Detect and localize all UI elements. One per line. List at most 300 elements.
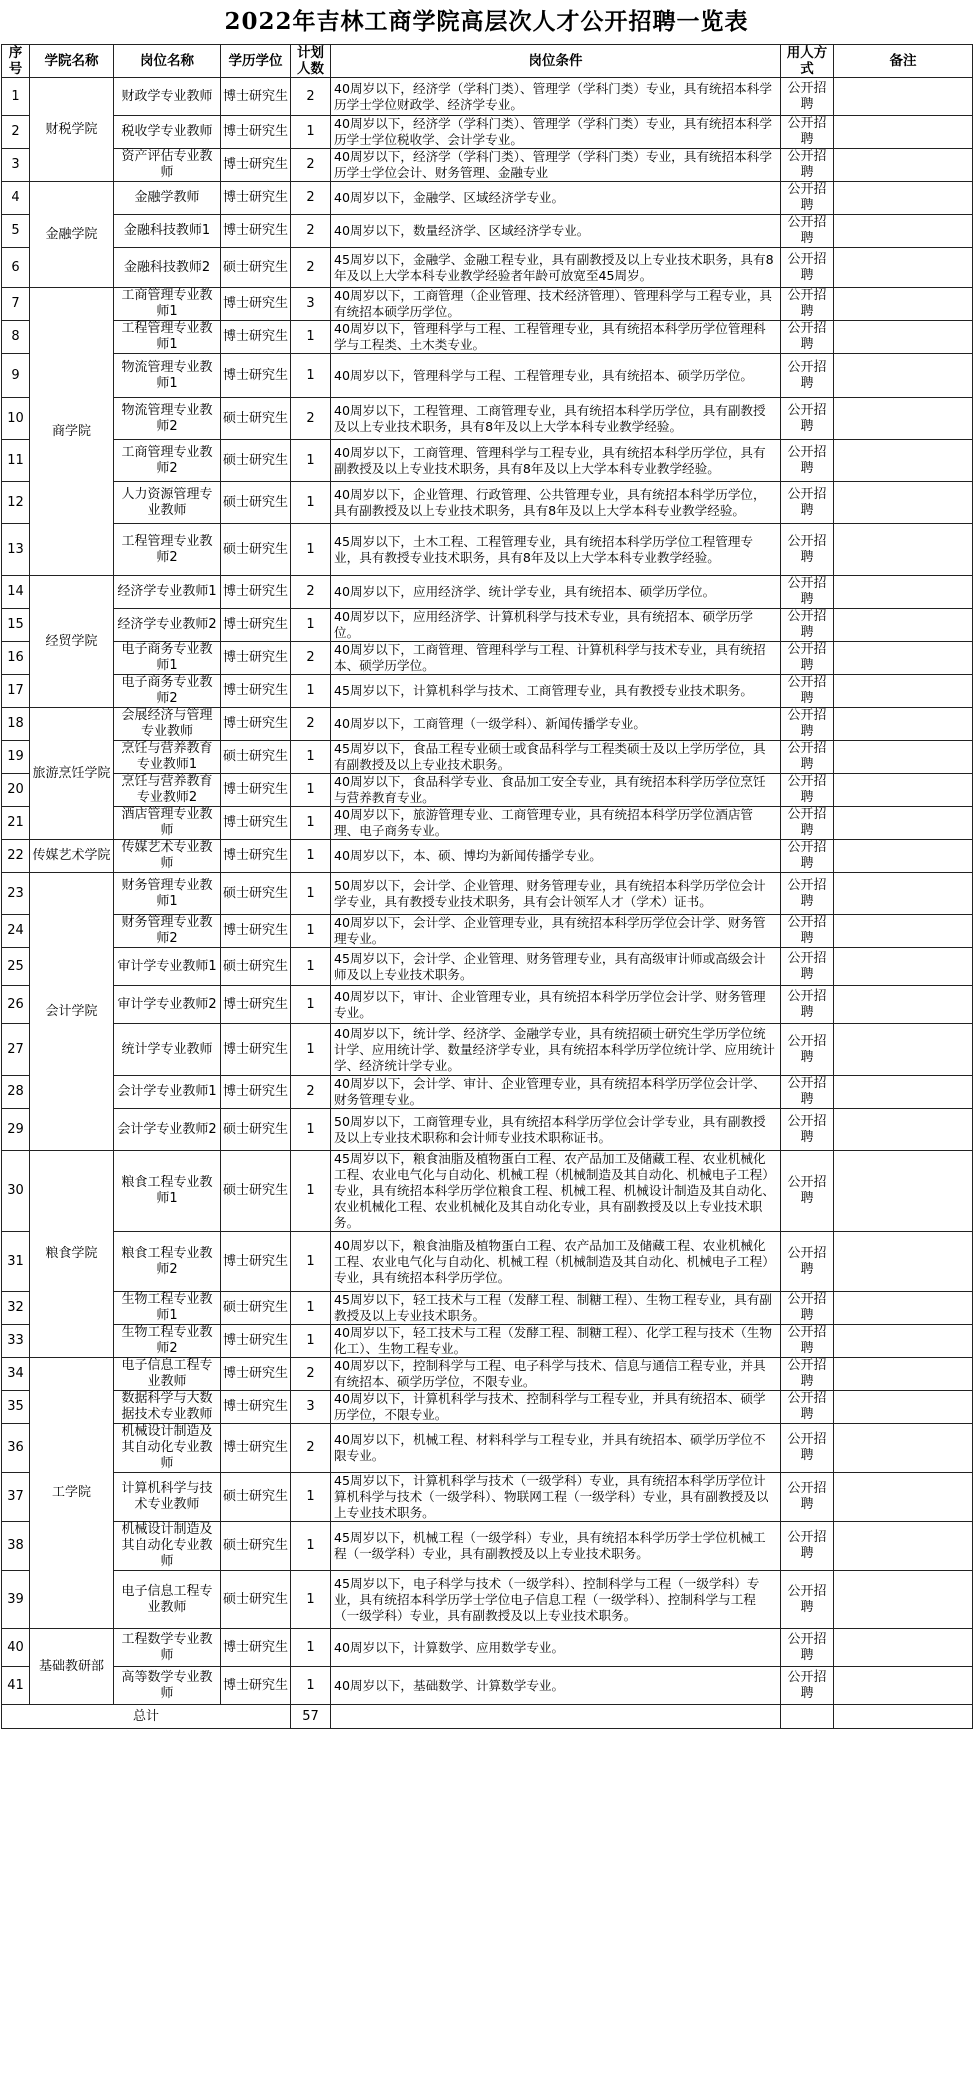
cell-method: 公开招聘	[781, 675, 834, 708]
cell-degree: 博士研究生	[221, 1232, 291, 1292]
cell-method: 公开招聘	[781, 840, 834, 873]
cell-remark	[834, 840, 973, 873]
cell-no: 30	[2, 1151, 30, 1232]
cell-conditions: 40周岁以下，基础数学、计算数学专业。	[331, 1667, 781, 1705]
table-row	[2, 1424, 973, 1473]
table-row	[2, 807, 973, 840]
cell-position: 生物工程专业教师2	[114, 1325, 221, 1358]
cell-method: 公开招聘	[781, 1076, 834, 1109]
cell-no: 21	[2, 807, 30, 840]
cell-conditions: 45周岁以下，食品工程专业硕士或食品科学与工程类硕士及以上学历学位，具有副教授及以上专业技术职务。	[331, 741, 781, 774]
cell-no: 3	[2, 149, 30, 182]
table-row	[2, 321, 973, 354]
table-row	[2, 1473, 973, 1522]
cell-count: 2	[291, 1424, 331, 1473]
cell-position: 资产评估专业教师	[114, 149, 221, 182]
cell-remark	[834, 1292, 973, 1325]
cell-degree: 硕士研究生	[221, 1473, 291, 1522]
cell-position: 金融科技教师2	[114, 248, 221, 288]
cell-position: 机械设计制造及其自动化专业教师	[114, 1522, 221, 1571]
cell-no: 4	[2, 182, 30, 215]
cell-remark	[834, 78, 973, 116]
cell-remark	[834, 1232, 973, 1292]
cell-degree: 硕士研究生	[221, 440, 291, 482]
cell-position: 工商管理专业教师1	[114, 288, 221, 321]
cell-college: 商学院	[30, 288, 114, 576]
table-row	[2, 182, 973, 215]
cell-count: 1	[291, 774, 331, 807]
table-row	[2, 215, 973, 248]
table-row	[2, 398, 973, 440]
cell-college: 工学院	[30, 1358, 114, 1629]
cell-conditions: 45周岁以下，机械工程（一级学科）专业，具有统招本科学历学士学位机械工程（一级学科）专业，具有副教授及以上专业技术职务。	[331, 1522, 781, 1571]
cell-position: 经济学专业教师2	[114, 609, 221, 642]
cell-no: 13	[2, 524, 30, 576]
table-row	[2, 149, 973, 182]
total-empty	[331, 1705, 781, 1729]
cell-conditions: 40周岁以下，工商管理（企业管理、技术经济管理）、管理科学与工程专业，具有统招本硕学历学位。	[331, 288, 781, 321]
cell-method: 公开招聘	[781, 609, 834, 642]
cell-method: 公开招聘	[781, 1292, 834, 1325]
cell-position: 传媒艺术专业教师	[114, 840, 221, 873]
cell-position: 会计学专业教师1	[114, 1076, 221, 1109]
cell-count: 1	[291, 873, 331, 915]
table-row	[2, 116, 973, 149]
cell-position: 物流管理专业教师2	[114, 398, 221, 440]
cell-degree: 博士研究生	[221, 708, 291, 741]
cell-position: 会展经济与管理专业教师	[114, 708, 221, 741]
cell-remark	[834, 741, 973, 774]
cell-remark	[834, 182, 973, 215]
cell-conditions: 40周岁以下，工商管理、管理科学与工程、计算机科学与技术专业，具有统招本、硕学历学位。	[331, 642, 781, 675]
cell-conditions: 50周岁以下，工商管理专业，具有统招本科学历学位会计学专业，具有副教授及以上专业技术职称和会计师专业技术职称证书。	[331, 1109, 781, 1151]
cell-conditions: 45周岁以下，土木工程、工程管理专业，具有统招本科学历学位工程管理专业，具有教授专业技术职务，具有8年及以上大学本科专业教学经验。	[331, 524, 781, 576]
table-row	[2, 774, 973, 807]
cell-college: 旅游烹饪学院	[30, 708, 114, 840]
cell-no: 38	[2, 1522, 30, 1571]
cell-remark	[834, 398, 973, 440]
cell-remark	[834, 1151, 973, 1232]
cell-remark	[834, 1076, 973, 1109]
cell-count: 1	[291, 1151, 331, 1232]
cell-no: 2	[2, 116, 30, 149]
cell-position: 高等数学专业教师	[114, 1667, 221, 1705]
cell-no: 8	[2, 321, 30, 354]
cell-degree: 硕士研究生	[221, 1571, 291, 1629]
cell-count: 1	[291, 1292, 331, 1325]
cell-remark	[834, 1473, 973, 1522]
cell-no: 28	[2, 1076, 30, 1109]
cell-no: 31	[2, 1232, 30, 1292]
cell-method: 公开招聘	[781, 1667, 834, 1705]
cell-degree: 硕士研究生	[221, 248, 291, 288]
cell-remark	[834, 440, 973, 482]
cell-no: 18	[2, 708, 30, 741]
cell-count: 2	[291, 1358, 331, 1391]
cell-position: 计算机科学与技术专业教师	[114, 1473, 221, 1522]
cell-count: 1	[291, 1667, 331, 1705]
table-row	[2, 642, 973, 675]
cell-position: 电子信息工程专业教师	[114, 1571, 221, 1629]
table-row	[2, 915, 973, 948]
header-no: 序号	[2, 45, 30, 78]
table-row	[2, 1232, 973, 1292]
cell-remark	[834, 321, 973, 354]
table-row	[2, 1076, 973, 1109]
cell-remark	[834, 642, 973, 675]
cell-no: 17	[2, 675, 30, 708]
cell-degree: 硕士研究生	[221, 948, 291, 986]
cell-remark	[834, 116, 973, 149]
cell-method: 公开招聘	[781, 482, 834, 524]
cell-method: 公开招聘	[781, 986, 834, 1024]
cell-method: 公开招聘	[781, 215, 834, 248]
cell-no: 15	[2, 609, 30, 642]
cell-method: 公开招聘	[781, 807, 834, 840]
cell-no: 39	[2, 1571, 30, 1629]
cell-conditions: 40周岁以下，控制科学与工程、电子科学与技术、信息与通信工程专业，并具有统招本、硕学历学位，不限专业。	[331, 1358, 781, 1391]
cell-count: 1	[291, 1024, 331, 1076]
cell-count: 1	[291, 524, 331, 576]
cell-position: 粮食工程专业教师1	[114, 1151, 221, 1232]
cell-position: 工程管理专业教师1	[114, 321, 221, 354]
header-degree: 学历学位	[221, 45, 291, 78]
cell-method: 公开招聘	[781, 288, 834, 321]
table-row	[2, 1571, 973, 1629]
cell-count: 1	[291, 116, 331, 149]
cell-method: 公开招聘	[781, 398, 834, 440]
cell-no: 14	[2, 576, 30, 609]
cell-remark	[834, 1424, 973, 1473]
cell-conditions: 40周岁以下，会计学、企业管理专业，具有统招本科学历学位会计学、财务管理专业。	[331, 915, 781, 948]
total-row	[2, 1705, 973, 1729]
cell-degree: 博士研究生	[221, 642, 291, 675]
cell-no: 9	[2, 354, 30, 398]
cell-remark	[834, 576, 973, 609]
cell-count: 2	[291, 1076, 331, 1109]
cell-degree: 博士研究生	[221, 576, 291, 609]
cell-no: 23	[2, 873, 30, 915]
cell-remark	[834, 609, 973, 642]
cell-count: 1	[291, 1109, 331, 1151]
cell-conditions: 40周岁以下，工商管理、管理科学与工程专业，具有统招本科学历学位，具有副教授及以上专业技术职务，具有8年及以上大学本科专业教学经验。	[331, 440, 781, 482]
cell-degree: 博士研究生	[221, 354, 291, 398]
table-row	[2, 1292, 973, 1325]
cell-no: 12	[2, 482, 30, 524]
cell-degree: 博士研究生	[221, 774, 291, 807]
cell-method: 公开招聘	[781, 1571, 834, 1629]
cell-conditions: 40周岁以下，金融学、区域经济学专业。	[331, 182, 781, 215]
total-empty	[781, 1705, 834, 1729]
total-label: 总计	[2, 1705, 291, 1729]
cell-position: 工程管理专业教师2	[114, 524, 221, 576]
cell-degree: 博士研究生	[221, 609, 291, 642]
cell-position: 工商管理专业教师2	[114, 440, 221, 482]
cell-degree: 博士研究生	[221, 1424, 291, 1473]
cell-remark	[834, 1325, 973, 1358]
cell-conditions: 40周岁以下，应用经济学、计算机科学与技术专业，具有统招本、硕学历学位。	[331, 609, 781, 642]
cell-conditions: 40周岁以下，计算数学、应用数学专业。	[331, 1629, 781, 1667]
cell-remark	[834, 1358, 973, 1391]
cell-degree: 硕士研究生	[221, 741, 291, 774]
cell-count: 2	[291, 576, 331, 609]
table-row	[2, 708, 973, 741]
cell-degree: 博士研究生	[221, 1325, 291, 1358]
cell-degree: 博士研究生	[221, 288, 291, 321]
cell-remark	[834, 354, 973, 398]
header-row	[2, 45, 973, 78]
cell-degree: 博士研究生	[221, 149, 291, 182]
cell-degree: 硕士研究生	[221, 398, 291, 440]
cell-remark	[834, 1391, 973, 1424]
cell-method: 公开招聘	[781, 576, 834, 609]
cell-conditions: 40周岁以下，经济学（学科门类）、管理学（学科门类）专业，具有统招本科学历学士学位会计、财务管理、金融专业	[331, 149, 781, 182]
cell-conditions: 40周岁以下，统计学、经济学、金融学专业，具有统招硕士研究生学历学位统计学、应用统计学、数量经济学专业，具有统招本科学历学位统计学、应用统计学、经济统计学专业。	[331, 1024, 781, 1076]
cell-method: 公开招聘	[781, 1151, 834, 1232]
cell-degree: 博士研究生	[221, 1024, 291, 1076]
cell-position: 会计学专业教师2	[114, 1109, 221, 1151]
cell-degree: 硕士研究生	[221, 873, 291, 915]
cell-degree: 硕士研究生	[221, 1292, 291, 1325]
cell-count: 1	[291, 1473, 331, 1522]
cell-conditions: 40周岁以下，工程管理、工商管理专业，具有统招本科学历学位，具有副教授及以上专业技术职务，具有8年及以上大学本科专业教学经验。	[331, 398, 781, 440]
cell-method: 公开招聘	[781, 1522, 834, 1571]
table-row	[2, 354, 973, 398]
cell-degree: 博士研究生	[221, 1076, 291, 1109]
table-row	[2, 873, 973, 915]
cell-degree: 硕士研究生	[221, 1109, 291, 1151]
cell-method: 公开招聘	[781, 1391, 834, 1424]
cell-count: 1	[291, 986, 331, 1024]
cell-method: 公开招聘	[781, 741, 834, 774]
cell-no: 41	[2, 1667, 30, 1705]
cell-remark	[834, 948, 973, 986]
cell-remark	[834, 1024, 973, 1076]
cell-position: 审计学专业教师1	[114, 948, 221, 986]
total-empty	[834, 1705, 973, 1729]
table-row	[2, 1325, 973, 1358]
cell-no: 29	[2, 1109, 30, 1151]
header-college: 学院名称	[30, 45, 114, 78]
cell-count: 1	[291, 321, 331, 354]
cell-college: 会计学院	[30, 873, 114, 1151]
header-position: 岗位名称	[114, 45, 221, 78]
cell-no: 25	[2, 948, 30, 986]
cell-no: 33	[2, 1325, 30, 1358]
cell-degree: 博士研究生	[221, 1391, 291, 1424]
cell-no: 37	[2, 1473, 30, 1522]
cell-count: 2	[291, 215, 331, 248]
table-row	[2, 986, 973, 1024]
cell-count: 1	[291, 1232, 331, 1292]
cell-conditions: 40周岁以下，本、硕、博均为新闻传播学专业。	[331, 840, 781, 873]
cell-position: 电子信息工程专业教师	[114, 1358, 221, 1391]
cell-count: 1	[291, 482, 331, 524]
cell-method: 公开招聘	[781, 1232, 834, 1292]
cell-remark	[834, 215, 973, 248]
cell-remark	[834, 873, 973, 915]
cell-no: 19	[2, 741, 30, 774]
cell-count: 1	[291, 1571, 331, 1629]
table-row	[2, 440, 973, 482]
cell-position: 数据科学与大数据技术专业教师	[114, 1391, 221, 1424]
cell-degree: 博士研究生	[221, 675, 291, 708]
cell-degree: 博士研究生	[221, 807, 291, 840]
cell-position: 物流管理专业教师1	[114, 354, 221, 398]
cell-position: 审计学专业教师2	[114, 986, 221, 1024]
cell-method: 公开招聘	[781, 78, 834, 116]
table-row	[2, 1109, 973, 1151]
cell-method: 公开招聘	[781, 1024, 834, 1076]
cell-method: 公开招聘	[781, 149, 834, 182]
cell-degree: 博士研究生	[221, 182, 291, 215]
cell-method: 公开招聘	[781, 182, 834, 215]
cell-count: 1	[291, 440, 331, 482]
cell-conditions: 40周岁以下，审计、企业管理专业，具有统招本科学历学位会计学、财务管理专业。	[331, 986, 781, 1024]
cell-degree: 硕士研究生	[221, 482, 291, 524]
table-row	[2, 288, 973, 321]
cell-conditions: 40周岁以下，食品科学专业、食品加工安全专业，具有统招本科学历学位烹饪与营养教育专业。	[331, 774, 781, 807]
cell-count: 2	[291, 78, 331, 116]
cell-conditions: 45周岁以下，金融学、金融工程专业，具有副教授及以上专业技术职务，具有8年及以上大学本科专业教学经验者年龄可放宽至45周岁。	[331, 248, 781, 288]
table-row	[2, 1024, 973, 1076]
cell-no: 5	[2, 215, 30, 248]
cell-conditions: 45周岁以下，粮食油脂及植物蛋白工程、农产品加工及储藏工程、农业机械化工程、农业电气化与自动化、机械工程（机械制造及其自动化、机械电子工程）专业，具有统招本科学历学位粮食工程、机械工程、机械设计制造及其自动化、农业机械化工程、农业机械化及其自动化专业，具有副教授及以上专业技术职务。	[331, 1151, 781, 1232]
cell-position: 烹饪与营养教育专业教师1	[114, 741, 221, 774]
cell-conditions: 40周岁以下，计算机科学与技术、控制科学与工程专业，并具有统招本、硕学历学位，不限专业。	[331, 1391, 781, 1424]
cell-position: 人力资源管理专业教师	[114, 482, 221, 524]
cell-degree: 硕士研究生	[221, 524, 291, 576]
table-row	[2, 576, 973, 609]
table-row	[2, 482, 973, 524]
cell-method: 公开招聘	[781, 248, 834, 288]
table-row	[2, 1629, 973, 1667]
cell-remark	[834, 1667, 973, 1705]
cell-degree: 博士研究生	[221, 215, 291, 248]
cell-count: 3	[291, 1391, 331, 1424]
cell-count: 1	[291, 354, 331, 398]
cell-count: 2	[291, 708, 331, 741]
cell-position: 机械设计制造及其自动化专业教师	[114, 1424, 221, 1473]
table-row	[2, 78, 973, 116]
cell-conditions: 40周岁以下，管理科学与工程、工程管理专业，具有统招本科学历学位管理科学与工程类、土木类专业。	[331, 321, 781, 354]
cell-position: 财务管理专业教师2	[114, 915, 221, 948]
cell-count: 2	[291, 182, 331, 215]
cell-remark	[834, 482, 973, 524]
cell-remark	[834, 675, 973, 708]
cell-position: 电子商务专业教师1	[114, 642, 221, 675]
cell-degree: 博士研究生	[221, 78, 291, 116]
cell-conditions: 45周岁以下，轻工技术与工程（发酵工程、制糖工程）、生物工程专业，具有副教授及以上专业技术职务。	[331, 1292, 781, 1325]
cell-count: 1	[291, 741, 331, 774]
cell-position: 财政学专业教师	[114, 78, 221, 116]
cell-degree: 博士研究生	[221, 915, 291, 948]
cell-method: 公开招聘	[781, 1325, 834, 1358]
cell-college: 传媒艺术学院	[30, 840, 114, 873]
cell-count: 2	[291, 398, 331, 440]
cell-method: 公开招聘	[781, 774, 834, 807]
cell-no: 16	[2, 642, 30, 675]
cell-position: 酒店管理专业教师	[114, 807, 221, 840]
cell-method: 公开招聘	[781, 915, 834, 948]
cell-method: 公开招聘	[781, 1358, 834, 1391]
cell-college: 财税学院	[30, 78, 114, 182]
cell-position: 生物工程专业教师1	[114, 1292, 221, 1325]
table-row	[2, 524, 973, 576]
cell-degree: 博士研究生	[221, 840, 291, 873]
header-conditions: 岗位条件	[331, 45, 781, 78]
cell-position: 工程数学专业教师	[114, 1629, 221, 1667]
table-row	[2, 675, 973, 708]
cell-method: 公开招聘	[781, 524, 834, 576]
cell-degree: 博士研究生	[221, 1629, 291, 1667]
cell-remark	[834, 1629, 973, 1667]
cell-count: 1	[291, 675, 331, 708]
cell-no: 7	[2, 288, 30, 321]
cell-conditions: 45周岁以下，会计学、企业管理、财务管理专业，具有高级审计师或高级会计师及以上专业技术职务。	[331, 948, 781, 986]
cell-conditions: 45周岁以下，电子科学与技术（一级学科）、控制科学与工程（一级学科）专业，具有统招本科学历学士学位电子信息工程（一级学科）、控制科学与工程（一级学科）专业，具有副教授及以上专业技术职务。	[331, 1571, 781, 1629]
cell-no: 11	[2, 440, 30, 482]
cell-conditions: 40周岁以下，机械工程、材料科学与工程专业，并具有统招本、硕学历学位不限专业。	[331, 1424, 781, 1473]
cell-count: 1	[291, 1629, 331, 1667]
cell-method: 公开招聘	[781, 1629, 834, 1667]
cell-remark	[834, 1109, 973, 1151]
cell-count: 1	[291, 807, 331, 840]
cell-conditions: 40周岁以下，经济学（学科门类）、管理学（学科门类）专业，具有统招本科学历学士学位财政学、经济学专业。	[331, 78, 781, 116]
table-row	[2, 1522, 973, 1571]
cell-conditions: 45周岁以下，计算机科学与技术、工商管理专业，具有教授专业技术职务。	[331, 675, 781, 708]
cell-degree: 博士研究生	[221, 1667, 291, 1705]
cell-conditions: 40周岁以下，数量经济学、区域经济学专业。	[331, 215, 781, 248]
cell-conditions: 40周岁以下，企业管理、行政管理、公共管理专业，具有统招本科学历学位，具有副教授及以上专业技术职务，具有8年及以上大学本科专业教学经验。	[331, 482, 781, 524]
header-remark: 备注	[834, 45, 973, 78]
table-row	[2, 741, 973, 774]
cell-degree: 博士研究生	[221, 116, 291, 149]
cell-count: 1	[291, 1325, 331, 1358]
cell-college: 粮食学院	[30, 1151, 114, 1358]
cell-position: 烹饪与营养教育专业教师2	[114, 774, 221, 807]
cell-count: 2	[291, 248, 331, 288]
cell-no: 36	[2, 1424, 30, 1473]
cell-position: 金融科技教师1	[114, 215, 221, 248]
cell-method: 公开招聘	[781, 440, 834, 482]
cell-conditions: 40周岁以下，旅游管理专业、工商管理专业，具有统招本科学历学位酒店管理、电子商务专业。	[331, 807, 781, 840]
cell-remark	[834, 1522, 973, 1571]
cell-position: 财务管理专业教师1	[114, 873, 221, 915]
cell-no: 24	[2, 915, 30, 948]
cell-no: 10	[2, 398, 30, 440]
table-row	[2, 948, 973, 986]
cell-method: 公开招聘	[781, 321, 834, 354]
cell-method: 公开招聘	[781, 354, 834, 398]
cell-conditions: 40周岁以下，轻工技术与工程（发酵工程、制糖工程）、化学工程与技术（生物化工）、生物工程专业。	[331, 1325, 781, 1358]
cell-count: 1	[291, 840, 331, 873]
cell-count: 1	[291, 948, 331, 986]
cell-degree: 硕士研究生	[221, 1151, 291, 1232]
cell-count: 2	[291, 149, 331, 182]
cell-position: 金融学教师	[114, 182, 221, 215]
recruitment-table	[1, 44, 973, 1729]
cell-count: 3	[291, 288, 331, 321]
page-title: 2022年吉林工商学院高层次人才公开招聘一览表	[224, 8, 749, 35]
cell-conditions: 40周岁以下，工商管理（一级学科）、新闻传播学专业。	[331, 708, 781, 741]
cell-remark	[834, 248, 973, 288]
cell-conditions: 50周岁以下，会计学、企业管理、财务管理专业，具有统招本科学历学位会计学专业，具有教授专业技术职务，具有会计领军人才（学术）证书。	[331, 873, 781, 915]
cell-conditions: 40周岁以下，应用经济学、统计学专业，具有统招本、硕学历学位。	[331, 576, 781, 609]
cell-remark	[834, 986, 973, 1024]
cell-position: 税收学专业教师	[114, 116, 221, 149]
cell-remark	[834, 774, 973, 807]
